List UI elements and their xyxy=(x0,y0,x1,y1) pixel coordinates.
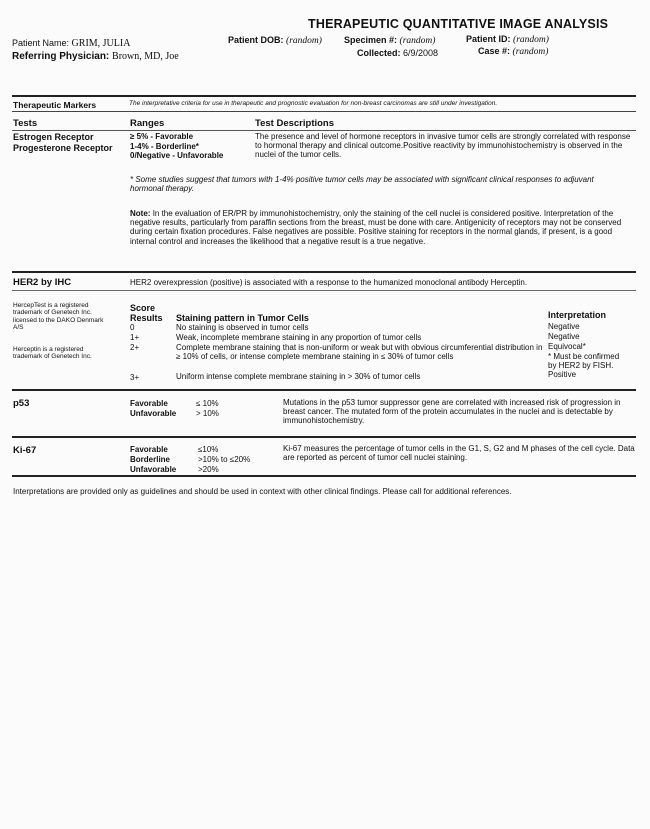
patient-name-label: Patient Name: xyxy=(12,38,70,48)
her2-score-2: 2+ xyxy=(130,343,140,352)
patient-name-value: GRIM, JULIA xyxy=(71,38,131,49)
p53-title: p53 xyxy=(13,398,30,409)
p53-values xyxy=(196,399,219,419)
her2-interp-1: Negative xyxy=(548,332,580,341)
footer-disclaimer: Interpretations are provided only as guidelines and should be used in context with other clinical findings. Please call for additional references. xyxy=(13,487,512,496)
dob-value: (random) xyxy=(286,36,322,46)
col-desc-header: Test Descriptions xyxy=(255,118,335,129)
er-pr-note xyxy=(130,209,638,246)
collected-field xyxy=(357,48,438,58)
page-title: THERAPEUTIC QUANTITATIVE IMAGE ANALYSIS xyxy=(308,17,609,31)
ki67-title: Ki-67 xyxy=(13,445,37,456)
patient-id-value: (random) xyxy=(513,35,549,45)
divider xyxy=(12,436,636,438)
collected-value: 6/9/2008 xyxy=(403,48,439,58)
er-pr-footnote: * Some studies suggest that tumors with 1-4% positive tumor cells may be associated with significant clinical responses to adjuvant hormonal therapy. xyxy=(130,175,594,194)
referring-physician-line xyxy=(12,51,179,62)
ki67-description: Ki-67 measures the percentage of tumor cells in the G1, S, G2 and M phases of the cell cycle. Data are reported as percent of tumor cell nuclei staining. xyxy=(283,444,635,463)
p53-label-favorable: Favorable xyxy=(130,399,168,408)
her2-score-3: 3+ xyxy=(130,373,140,382)
collected-label: Collected: xyxy=(357,48,401,58)
her2-description: HER2 overexpression (positive) is associated with a response to the humanized monoclonal antibody Herceptin. xyxy=(130,278,528,287)
col-tests-header: Tests xyxy=(13,118,38,129)
p53-labels xyxy=(130,399,176,419)
ki67-values xyxy=(198,445,250,475)
range-unfavorable: 0/Negative - Unfavorable xyxy=(130,151,224,161)
her2-pattern-1: Weak, incomplete membrane staining in any proportion of tumor cells xyxy=(176,333,422,342)
er-pr-ranges xyxy=(130,132,223,161)
her2-interp-2: Equivocal* xyxy=(548,342,586,351)
er-pr-description: The presence and level of hormone receptors in invasive tumor cells are strongly correlated with response to hormonal therapy and clinical outcome.Positive reactivity by immunohistochemistry is observed in the nuclei of the tumor cells. xyxy=(255,132,631,160)
referring-physician-value: Brown, MD, Joe xyxy=(112,51,179,62)
ki67-label-borderline: Borderline xyxy=(130,455,171,464)
divider xyxy=(12,130,636,131)
divider xyxy=(12,389,636,391)
staining-pattern-header: Staining pattern in Tumor Cells xyxy=(176,313,309,323)
her2-interp-0: Negative xyxy=(548,322,580,331)
interpretation-header: Interpretation xyxy=(548,310,607,320)
case-label: Case #: xyxy=(478,46,511,56)
markers-title: Therapeutic Markers xyxy=(13,100,97,110)
ki67-value-unfavorable: >20% xyxy=(198,465,219,474)
col-ranges-header: Ranges xyxy=(130,118,165,129)
case-field xyxy=(478,46,548,58)
divider xyxy=(12,475,636,477)
divider xyxy=(12,271,636,273)
ki67-labels xyxy=(130,445,176,475)
divider xyxy=(12,111,636,112)
score-results-header xyxy=(130,303,163,324)
herceptin-trademark: Herceptin is a registered trademark of Genetech Inc. xyxy=(13,346,92,361)
referring-physician-label: Referring Physician: xyxy=(12,51,110,62)
p53-label-unfavorable: Unfavorable xyxy=(130,409,177,418)
her2-title: HER2 by IHC xyxy=(13,277,72,288)
divider xyxy=(12,95,636,97)
her2-pattern-3: Uniform intense complete membrane staining in > 30% of tumor cells xyxy=(176,372,421,381)
specimen-label: Specimen #: xyxy=(344,35,398,45)
patient-id-label: Patient ID: xyxy=(466,34,511,44)
patient-id-field xyxy=(466,34,549,46)
hercep-test-trademark: HercepTest is a registered trademark of Genetech Inc. licensed to the DAKO Denmark A/S xyxy=(13,302,104,332)
note-text: In the evaluation of ER/PR by immunohistochemistry, only the staining of the cell nuclei is considered positive. Interpretation of the negative results, particularly from paraffin sections from the breast, must be done with care. Antigenicity of receptors may not be conserved during certain fixation procedures. False negatives are possible. Positive staining for receptors in the normal glands, if present, is a good internal control and increases the likelihood that a negative result is a true negative. xyxy=(130,209,622,246)
specimen-field xyxy=(344,35,435,47)
score-header: Score xyxy=(130,303,156,313)
her2-score-0: 0 xyxy=(130,323,135,332)
p53-value-favorable: ≤ 10% xyxy=(196,399,219,408)
er-pr-tests xyxy=(13,132,113,155)
her2-interp-3: Positive xyxy=(548,370,577,379)
p53-description: Mutations in the p53 tumor suppressor gene are correlated with increased risk of progression in breast cancer. The mutated form of the protein accumulates in the nuclei and is detectable by immunohistochemistry. xyxy=(283,398,621,426)
note-label: Note: xyxy=(130,209,151,218)
dob-field xyxy=(228,35,322,47)
her2-pattern-2: Complete membrane staining that is non-uniform or weak but with obvious circumferential distribution in ≥ 10% of cells, or intense complete membrane staining in ≤ 30% of tumor cells xyxy=(176,343,543,362)
ki67-value-borderline: >10% to ≤20% xyxy=(198,455,251,464)
ki67-value-favorable: ≤10% xyxy=(198,445,219,454)
her2-score-1: 1+ xyxy=(130,333,140,342)
patient-name-line xyxy=(12,38,130,49)
test-estrogen-receptor: Estrogen Receptor xyxy=(13,132,94,142)
range-borderline: 1-4% - Borderline* xyxy=(130,141,199,151)
ki67-label-unfavorable: Unfavorable xyxy=(130,465,177,474)
her2-pattern-0: No staining is observed in tumor cells xyxy=(176,323,309,332)
specimen-value: (random) xyxy=(399,36,436,46)
case-value: (random) xyxy=(512,47,549,57)
her2-interp-note: * Must be confirmed by HER2 by FISH. xyxy=(548,352,620,371)
range-favorable: ≥ 5% - Favorable xyxy=(130,132,194,141)
results-header: Results xyxy=(130,313,163,324)
dob-label: Patient DOB: xyxy=(228,35,284,45)
divider xyxy=(12,290,636,291)
markers-note: The interpretative criteria for use in therapeutic and prognostic evaluation for non-breast carcinomas are still under investigation. xyxy=(129,100,498,107)
ki67-label-favorable: Favorable xyxy=(130,445,168,454)
test-progesterone-receptor: Progesterone Receptor xyxy=(13,143,113,154)
p53-value-unfavorable: > 10% xyxy=(196,409,219,418)
